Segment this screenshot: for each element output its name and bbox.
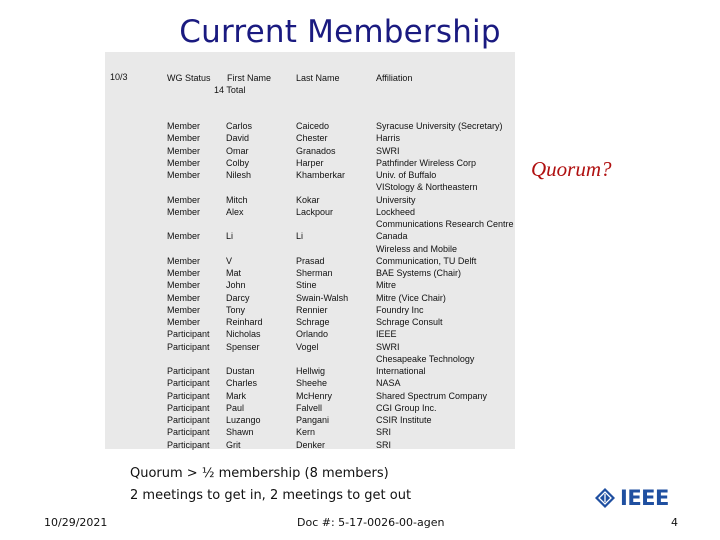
row-first-name: Mark (226, 391, 246, 401)
row-affiliation: VIStology & Northeastern (376, 182, 478, 192)
row-last-name: Kern (296, 427, 316, 437)
row-last-name: Li (296, 231, 304, 241)
row-affiliation: CGI Group Inc. (376, 403, 437, 413)
row-first-name: V (226, 256, 233, 266)
row-affiliation: Mitre (Vice Chair) (376, 293, 446, 303)
row-affiliation: SRI (376, 440, 392, 450)
row-first-name: Charles (226, 378, 258, 388)
row-status: Member (167, 231, 201, 241)
row-first-name: Luzango (226, 415, 261, 425)
row-last-name: Schrage (296, 317, 330, 327)
row-last-name: Hellwig (296, 366, 326, 376)
row-last-name: Swain-Walsh (296, 293, 349, 303)
row-affiliation: Harris (376, 133, 400, 143)
row-last-name: Prasad (296, 256, 325, 266)
meeting-rule: 2 meetings to get in, 2 meetings to get out (130, 488, 412, 503)
row-affiliation: SRI (376, 427, 392, 437)
row-affiliation: International (376, 366, 426, 376)
page-number: 4 (671, 516, 678, 529)
row-last-name: Sherman (296, 268, 333, 278)
row-last-name: Chester (296, 133, 328, 143)
row-first-name: Carlos (226, 121, 253, 131)
row-affiliation: Communication, TU Delft (376, 256, 477, 266)
header-total: 14 Total (214, 85, 246, 95)
header-affiliation: Affiliation (376, 73, 413, 83)
header-last-name: Last Name (296, 73, 340, 83)
row-first-name: Omar (226, 146, 249, 156)
row-affiliation: Canada (376, 231, 408, 241)
row-status: Member (167, 146, 201, 156)
row-last-name: Sheehe (296, 378, 328, 388)
row-status: Member (167, 293, 201, 303)
date-label: 10/3 (110, 72, 128, 82)
row-status: Member (167, 207, 201, 217)
header-wg-status: WG Status (167, 73, 211, 83)
quorum-callout: Quorum? (531, 157, 612, 181)
header-first-name: First Name (227, 73, 272, 83)
row-last-name: Falvell (296, 403, 323, 413)
row-status: Member (167, 133, 201, 143)
row-last-name: Lackpour (296, 207, 334, 217)
row-last-name: Denker (296, 440, 326, 450)
row-affiliation: IEEE (376, 329, 397, 339)
row-status: Member (167, 195, 201, 205)
ieee-logo (594, 486, 669, 510)
row-first-name: David (226, 133, 250, 143)
row-first-name: Shawn (226, 427, 254, 437)
row-status: Member (167, 158, 201, 168)
row-status: Participant (167, 378, 210, 388)
row-affiliation: Univ. of Buffalo (376, 170, 437, 180)
row-affiliation: Chesapeake Technology (376, 354, 475, 364)
row-last-name: Harper (296, 158, 324, 168)
slide-title: Current Membership (179, 14, 501, 50)
row-first-name: Nilesh (226, 170, 252, 180)
row-affiliation: NASA (376, 378, 401, 388)
row-last-name: Khamberkar (296, 170, 346, 180)
row-affiliation: University (376, 195, 416, 205)
row-status: Participant (167, 366, 210, 376)
row-status: Participant (167, 391, 210, 401)
row-status: Member (167, 256, 201, 266)
row-status: Member (167, 305, 201, 315)
row-affiliation: Mitre (376, 280, 396, 290)
row-last-name: Rennier (296, 305, 328, 315)
row-status: Participant (167, 329, 210, 339)
row-first-name: Darcy (226, 293, 250, 303)
row-affiliation: Communications Research Centre (376, 219, 514, 229)
row-status: Member (167, 268, 201, 278)
row-first-name: Tony (226, 305, 246, 315)
row-status: Member (167, 121, 201, 131)
footer-doc-number: Doc #: 5-17-0026-00-agen (297, 516, 445, 529)
row-affiliation: BAE Systems (Chair) (376, 268, 462, 278)
ieee-logo-text: IEEE (620, 486, 669, 510)
footer-date: 10/29/2021 (44, 516, 108, 529)
row-affiliation: Syracuse University (Secretary) (376, 121, 503, 131)
row-first-name: Grit (226, 440, 241, 450)
row-affiliation: CSIR Institute (376, 415, 432, 425)
ieee-diamond-icon (594, 487, 616, 509)
row-last-name: Vogel (296, 342, 319, 352)
row-status: Participant (167, 403, 210, 413)
row-last-name: Kokar (296, 195, 320, 205)
row-first-name: John (226, 280, 246, 290)
row-first-name: Alex (226, 207, 244, 217)
row-first-name: Dustan (226, 366, 255, 376)
row-affiliation: Wireless and Mobile (376, 244, 458, 254)
row-last-name: Granados (296, 146, 336, 156)
row-first-name: Mat (226, 268, 242, 278)
row-status: Participant (167, 342, 210, 352)
row-affiliation: Foundry Inc (376, 305, 424, 315)
row-affiliation: Shared Spectrum Company (376, 391, 488, 401)
row-first-name: Spenser (226, 342, 260, 352)
quorum-rule: Quorum > ½ membership (8 members) (130, 466, 389, 481)
row-affiliation: Pathfinder Wireless Corp (376, 158, 477, 168)
row-first-name: Paul (226, 403, 245, 413)
row-status: Participant (167, 440, 210, 450)
row-affiliation: Schrage Consult (376, 317, 443, 327)
row-status: Member (167, 170, 201, 180)
row-last-name: Orlando (296, 329, 329, 339)
row-affiliation: Lockheed (376, 207, 416, 217)
row-first-name: Colby (226, 158, 250, 168)
row-first-name: Li (226, 231, 234, 241)
row-affiliation: SWRI (376, 146, 400, 156)
row-status: Participant (167, 415, 210, 425)
row-first-name: Mitch (226, 195, 248, 205)
row-status: Member (167, 317, 201, 327)
row-last-name: Pangani (296, 415, 330, 425)
row-affiliation: SWRI (376, 342, 400, 352)
row-first-name: Reinhard (226, 317, 263, 327)
row-last-name: Stine (296, 280, 317, 290)
row-last-name: Caicedo (296, 121, 330, 131)
row-status: Participant (167, 427, 210, 437)
row-first-name: Nicholas (226, 329, 261, 339)
row-last-name: McHenry (296, 391, 333, 401)
row-status: Member (167, 280, 201, 290)
